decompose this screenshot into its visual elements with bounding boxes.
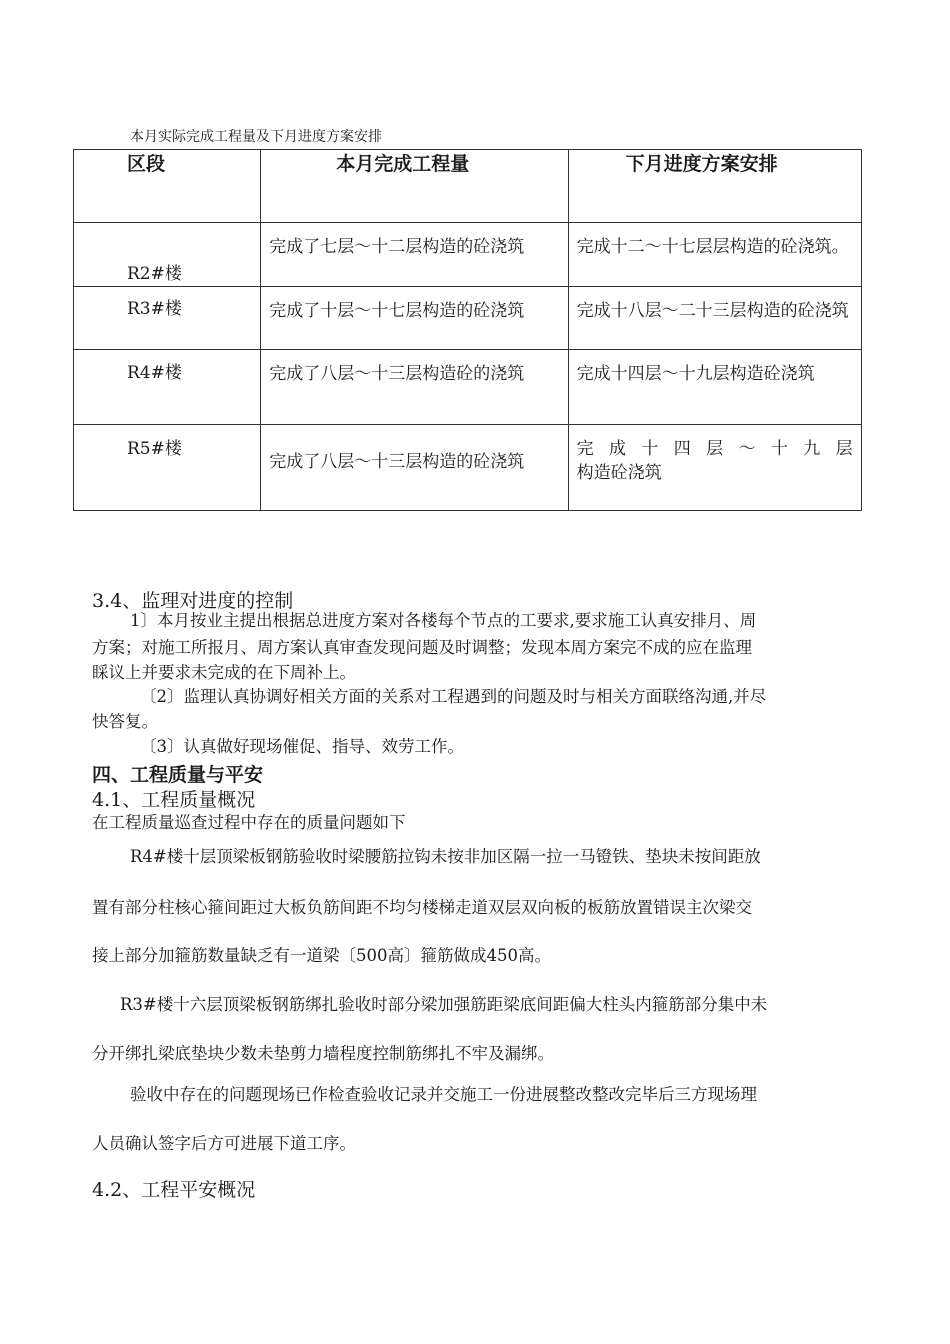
done-cell: 完成了八层～十三层构造的砼浇筑	[269, 452, 525, 472]
done-cell: 完成了十层～十七层构造的砼浇筑	[269, 301, 525, 321]
r4-issue-line1: R4#楼十层顶梁板钢筋验收时梁腰筋拉钩未按非加区隔一拉一马镫铁、垫块未按间距放	[130, 847, 761, 866]
table-row	[74, 350, 862, 425]
progress-table	[73, 149, 862, 511]
para-3-4-2-line1: 〔2〕监理认真协调好相关方面的关系对工程遇到的问题及时与相关方面联络沟通,并尽	[140, 687, 767, 706]
table-cell	[568, 287, 861, 350]
zone-cell: R4#楼	[127, 363, 182, 383]
acceptance-line1: 验收中存在的问题现场已作检查验收记录并交施工一份进展整改整改完毕后三方现场理	[130, 1085, 757, 1104]
table-cell	[568, 223, 861, 287]
table-row	[74, 425, 862, 511]
para-3-4-1-line1: 1〕本月按业主提出根据总进度方案对各楼每个节点的工要求,要求施工认真安排月、周	[130, 611, 757, 630]
done-cell: 完成了七层～十二层构造的砼浇筑	[269, 237, 525, 257]
para-3-4-1-line3: 睬议上并要求未完成的在下周补上。	[92, 663, 356, 682]
zone-cell: R3#楼	[127, 299, 182, 319]
r4-issue-line2: 置有部分柱核心箍间距过大板负筋间距不均匀楼梯走道双层双向板的板筋放置错误主次梁交	[92, 898, 752, 917]
done-cell: 完成了八层～十三层构造砼的浇筑	[269, 364, 525, 384]
section-4-heading: 四、工程质量与平安	[92, 764, 264, 786]
header-zone: 区段	[127, 153, 166, 175]
table-cell	[261, 350, 568, 425]
quality-intro: 在工程质量巡查过程中存在的质量问题如下	[92, 813, 406, 832]
header-cell	[74, 150, 261, 223]
table-cell	[568, 425, 861, 511]
r4-issue-line3: 接上部分加箍筋数量缺乏有一道梁〔500高〕箍筋做成450高。	[92, 946, 551, 965]
plan-cell: 完成十二～十七层层构造的砼浇筑。	[576, 237, 849, 257]
acceptance-line2: 人员确认签字后方可进展下道工序。	[92, 1134, 356, 1153]
para-3-4-1-line2: 方案；对施工所报月、周方案认真审查发现问题及时调整；发现本周方案完不成的应在监理	[92, 638, 752, 657]
table-cell	[568, 350, 861, 425]
para-3-4-2-line2: 快答复。	[92, 712, 158, 731]
section-4-1-heading: 4.1、工程质量概况	[92, 789, 256, 811]
table-cell	[261, 287, 568, 350]
para-3-4-3: 〔3〕认真做好现场催促、指导、效劳工作。	[140, 737, 464, 756]
header-cell	[261, 150, 568, 223]
table-cell	[74, 223, 261, 287]
table-cell	[74, 287, 261, 350]
table-caption: 本月实际完成工程量及下月进度方案安排	[130, 129, 382, 145]
section-3-4-heading: 3.4、监理对进度的控制	[92, 590, 294, 612]
header-plan: 下月进度方案安排	[625, 153, 778, 175]
table-cell	[261, 223, 568, 287]
r3-issue-line2: 分开绑扎梁底垫块少数未垫剪力墙程度控制筋绑扎不牢及漏绑。	[92, 1044, 554, 1063]
zone-cell: R5#楼	[127, 439, 182, 459]
plan-cell-line1: 完 成 十 四 层 ～ 十 九 层	[576, 439, 853, 459]
plan-cell: 完成十八层～二十三层构造的砼浇筑	[576, 301, 849, 321]
section-4-2-heading: 4.2、工程平安概况	[92, 1179, 256, 1201]
plan-cell-line2: 构造砼浇筑	[576, 463, 662, 483]
table-row	[74, 223, 862, 287]
table-header-row	[74, 150, 862, 223]
header-done: 本月完成工程量	[336, 153, 470, 175]
table-cell	[74, 425, 261, 511]
table-row	[74, 287, 862, 350]
plan-cell: 完成十四层～十九层构造砼浇筑	[576, 364, 815, 384]
r3-issue-line1: R3#楼十六层顶梁板钢筋绑扎验收时部分梁加强筋距梁底间距偏大柱头内箍筋部分集中未	[120, 995, 768, 1014]
table-cell	[74, 350, 261, 425]
zone-cell: R2#楼	[127, 264, 182, 284]
table-cell	[261, 425, 568, 511]
header-cell	[568, 150, 861, 223]
